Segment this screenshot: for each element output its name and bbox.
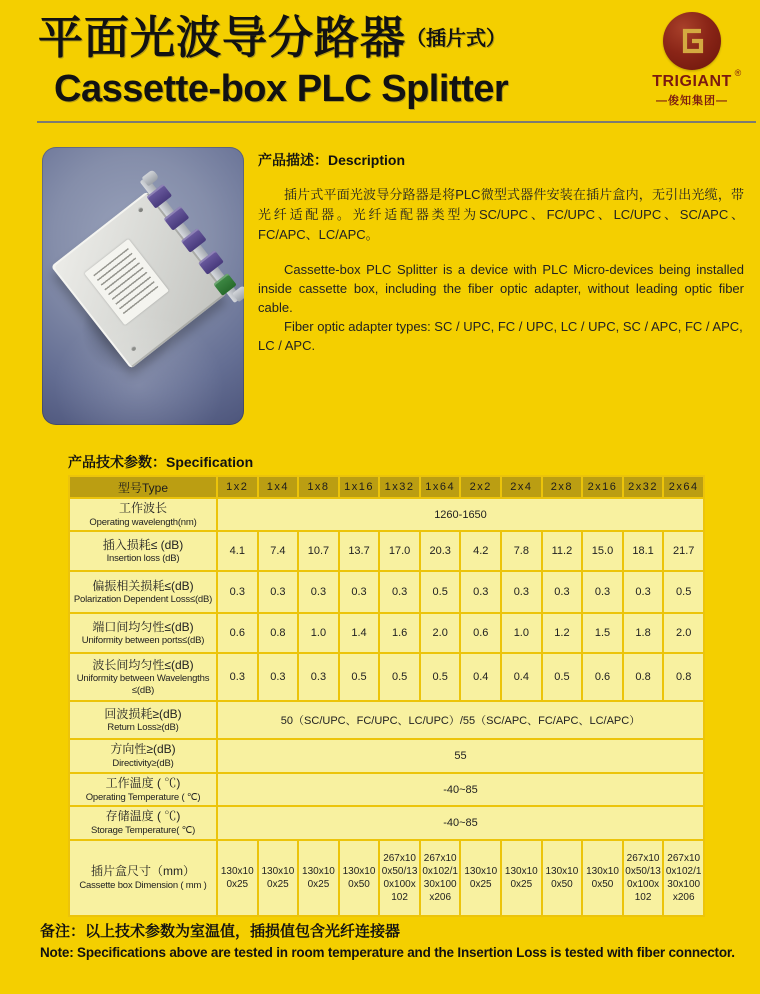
- spec-value-cell: 4.2: [461, 532, 500, 570]
- spec-row-label-zh: 波长间均匀性≤(dB): [92, 657, 194, 672]
- registered-mark: ®: [734, 68, 742, 78]
- spec-value-cell: 0.5: [421, 572, 460, 612]
- spec-value-cell: 1.6: [380, 614, 419, 652]
- spec-value-cell: 267x100x50/130x100x102: [624, 841, 663, 915]
- spec-row-label: [70, 841, 216, 915]
- page-title-zh: [38, 12, 508, 64]
- spec-col-header: 2x4: [502, 477, 541, 497]
- spec-value-cell: 267x100x102/130x100x206: [664, 841, 703, 915]
- description-section: [258, 150, 744, 356]
- spec-row-label-en: Insertion loss (dB): [106, 553, 180, 565]
- spec-row: [70, 654, 703, 700]
- spec-value-cell: 0.3: [380, 572, 419, 612]
- spec-row-label-zh: 方向性≥(dB): [110, 742, 176, 757]
- spec-row: [70, 614, 703, 652]
- spec-row-label-zh: 回波损耗≥(dB): [104, 706, 182, 721]
- spec-value-cell: 0.3: [502, 572, 541, 612]
- spec-row-label-zh: 插片盒尺寸（mm）: [91, 864, 195, 879]
- spec-value-cell: 0.3: [299, 572, 338, 612]
- spec-col-header: 1x4: [259, 477, 298, 497]
- fiber-adapter: [198, 250, 224, 275]
- specification-table: [68, 475, 705, 917]
- cassette-box-device: [51, 191, 227, 369]
- spec-row-label-zh: 存储温度 ( ℃): [105, 809, 181, 824]
- device-hook: [232, 285, 244, 302]
- footer-note: [40, 920, 752, 960]
- spec-value-cell: 0.3: [583, 572, 622, 612]
- spec-row-label-zh: 端口间均匀性≤(dB): [92, 619, 194, 634]
- spec-value-cell: 130x100x25: [502, 841, 541, 915]
- page-title-zh-suffix: （插片式）: [406, 28, 507, 50]
- spec-value-cell: 18.1: [624, 532, 663, 570]
- spec-value-cell: 0.5: [340, 654, 379, 700]
- spec-value-cell: 0.3: [259, 654, 298, 700]
- note-en: Note: Specifications above are tested in room temperature and the Insertion Loss is tested with fiber connector.: [40, 945, 735, 960]
- spec-value-cell: 11.2: [543, 532, 582, 570]
- spec-row-label-zh: 工作波长: [118, 501, 167, 515]
- spec-value-cell: 130x100x25: [461, 841, 500, 915]
- spec-value-cell: 267x100x102/130x100x206: [421, 841, 460, 915]
- screw: [130, 345, 137, 352]
- fiber-adapter: [146, 184, 172, 209]
- spec-value-cell: 0.4: [502, 654, 541, 700]
- spec-value-cell: 1.4: [340, 614, 379, 652]
- spec-value-cell: 130x100x50: [543, 841, 582, 915]
- spec-row: [70, 702, 703, 738]
- spec-value-cell: 0.3: [461, 572, 500, 612]
- spec-value-cell: 0.3: [259, 572, 298, 612]
- spec-row-label-en: Operating Temperature ( ℃): [85, 791, 201, 803]
- note-zh: 备注：以上技术参数为室温值，插损值包含光纤连接器: [40, 923, 401, 940]
- spec-value-cell: 1.0: [299, 614, 338, 652]
- spec-row-label: [70, 774, 216, 805]
- fiber-adapter: [181, 228, 207, 253]
- device-label: [84, 239, 169, 325]
- spec-row-label-en: Operating wavelength(nm): [89, 516, 197, 528]
- spec-value-cell: 21.7: [664, 532, 703, 570]
- header-titles: [38, 12, 508, 111]
- spec-value-cell: 1.0: [502, 614, 541, 652]
- spec-value-cell: 10.7: [299, 532, 338, 570]
- spec-value-cell: 130x100x25: [218, 841, 257, 915]
- spec-col-header: 2x8: [543, 477, 582, 497]
- spec-value-cell: 13.7: [340, 532, 379, 570]
- spec-value-cell: 4.1: [218, 532, 257, 570]
- brand-subname: —俊知集团—: [656, 95, 728, 107]
- spec-value-cell: 0.6: [583, 654, 622, 700]
- spec-row-label-zh: 偏振相关损耗≤(dB): [92, 578, 194, 593]
- spec-value-cell: 0.8: [664, 654, 703, 700]
- spec-value-cell: 1.5: [583, 614, 622, 652]
- spec-row-label-zh: 工作温度 ( ℃): [105, 775, 181, 790]
- spec-span-cell: 55: [218, 740, 703, 771]
- spec-value-cell: 0.3: [624, 572, 663, 612]
- spec-value-cell: 267x100x50/130x100x102: [380, 841, 419, 915]
- spec-row-label-en: Cassette box Dimension ( mm ): [79, 879, 207, 891]
- spec-row-label-en: Uniformity between ports≤(dB): [81, 635, 205, 647]
- spec-value-cell: 0.5: [543, 654, 582, 700]
- product-photo: [42, 147, 244, 425]
- spec-value-cell: 1.8: [624, 614, 663, 652]
- spec-col-header: 2x32: [624, 477, 663, 497]
- spec-row: [70, 499, 703, 530]
- spec-row-label-en: Polarization Dependent Loss≤(dB): [73, 594, 213, 606]
- spec-row: [70, 774, 703, 805]
- spec-span-cell: -40~85: [218, 807, 703, 838]
- brand-name: [652, 68, 742, 91]
- spec-row-label: [70, 499, 216, 530]
- spec-span-cell: 1260-1650: [218, 499, 703, 530]
- spec-row: [70, 572, 703, 612]
- description-body-en-2: Fiber optic adapter types: SC / UPC, FC / UPC, LC / UPC, SC / APC, FC / APC, LC / APC.: [258, 318, 743, 353]
- spec-value-cell: 0.3: [543, 572, 582, 612]
- spec-value-cell: 17.0: [380, 532, 419, 570]
- spec-row-label: [70, 702, 216, 738]
- spec-value-cell: 2.0: [664, 614, 703, 652]
- spec-value-cell: 0.3: [218, 572, 257, 612]
- spec-span-cell: -40~85: [218, 774, 703, 805]
- brand-logo: [638, 12, 746, 108]
- brand-name-text: TRIGIANT: [652, 73, 732, 90]
- spec-value-cell: 0.5: [380, 654, 419, 700]
- spec-row-label: [70, 654, 216, 700]
- spec-value-cell: 0.6: [461, 614, 500, 652]
- spec-row: [70, 841, 703, 915]
- spec-row-label: [70, 807, 216, 838]
- spec-row: [70, 807, 703, 838]
- spec-value-cell: 7.4: [259, 532, 298, 570]
- description-body-en-1: Cassette-box PLC Splitter is a device with PLC Micro-devices being installed inside cassette box, including the fiber optic adapter, without leading optic fiber cable.: [258, 262, 744, 316]
- spec-value-cell: 1.2: [543, 614, 582, 652]
- spec-col-header: 1x64: [421, 477, 460, 497]
- spec-value-cell: 0.3: [218, 654, 257, 700]
- spec-value-cell: 130x100x50: [583, 841, 622, 915]
- fiber-adapter: [164, 206, 190, 231]
- spec-row-label: [70, 572, 216, 612]
- spec-col-header: 2x2: [461, 477, 500, 497]
- spec-col-header: 1x2: [218, 477, 257, 497]
- spec-col-header: 1x32: [380, 477, 419, 497]
- description-body-zh: 插片式平面光波导分路器是将PLC微型式器件安装在插片盒内，无引出光缆，带光纤适配器。光纤适配器类型为SC/UPC、FC/UPC、LC/UPC、SC/APC、FC/APC、LC/APC。: [258, 187, 744, 243]
- fiber-adapter-green: [213, 273, 236, 296]
- spec-value-cell: 0.8: [624, 654, 663, 700]
- spec-row-label: [70, 532, 216, 570]
- spec-col-header: 1x16: [340, 477, 379, 497]
- page-title-zh-text: 平面光波导分路器: [38, 12, 407, 63]
- spec-row-label-en: Uniformity between Wavelengths ≤(dB): [76, 673, 210, 697]
- spec-col-header: 2x16: [583, 477, 622, 497]
- spec-value-cell: 0.5: [664, 572, 703, 612]
- spec-value-cell: 130x100x25: [259, 841, 298, 915]
- spec-header-row: [70, 477, 703, 497]
- spec-row: [70, 740, 703, 771]
- title-divider: [37, 121, 756, 123]
- specification-heading: 产品技术参数：Specification: [68, 454, 254, 470]
- device-label-text-lines: [93, 248, 160, 316]
- spec-value-cell: 20.3: [421, 532, 460, 570]
- description-heading: 产品描述：Description: [258, 152, 406, 168]
- spec-value-cell: 130x100x25: [299, 841, 338, 915]
- page-title-en: Cassette-box PLC Splitter: [54, 67, 509, 110]
- spec-value-cell: 15.0: [583, 532, 622, 570]
- spec-value-cell: 0.8: [259, 614, 298, 652]
- photo-shadow: [42, 240, 217, 415]
- brand-monogram-icon: [663, 12, 721, 70]
- spec-value-cell: 0.6: [218, 614, 257, 652]
- spec-row-label: [70, 740, 216, 771]
- spec-value-cell: 2.0: [421, 614, 460, 652]
- spec-value-cell: 0.5: [421, 654, 460, 700]
- spec-row-label-en: Storage Temperature( ℃): [90, 825, 196, 836]
- spec-col-header-type: 型号Type: [70, 477, 216, 497]
- spec-value-cell: 0.3: [299, 654, 338, 700]
- spec-value-cell: 7.8: [502, 532, 541, 570]
- spec-value-cell: 130x100x50: [340, 841, 379, 915]
- device-flange: [140, 176, 242, 303]
- spec-row-label-en: Directivity≥(dB): [112, 758, 174, 770]
- spec-col-header: 2x64: [664, 477, 703, 497]
- spec-span-cell: 50（SC/UPC、FC/UPC、LC/UPC）/55（SC/APC、FC/APC、LC/APC）: [218, 702, 703, 738]
- screw: [137, 206, 144, 213]
- g-monogram-icon: [675, 24, 709, 58]
- device-hook: [142, 169, 160, 186]
- spec-row-label-zh: 插入损耗≤ (dB): [102, 537, 184, 552]
- spec-row: [70, 532, 703, 570]
- spec-col-header: 1x8: [299, 477, 338, 497]
- spec-row-label-en: Return Loss≥(dB): [107, 722, 179, 734]
- spec-value-cell: 0.4: [461, 654, 500, 700]
- spec-value-cell: 0.3: [340, 572, 379, 612]
- spec-row-label: [70, 614, 216, 652]
